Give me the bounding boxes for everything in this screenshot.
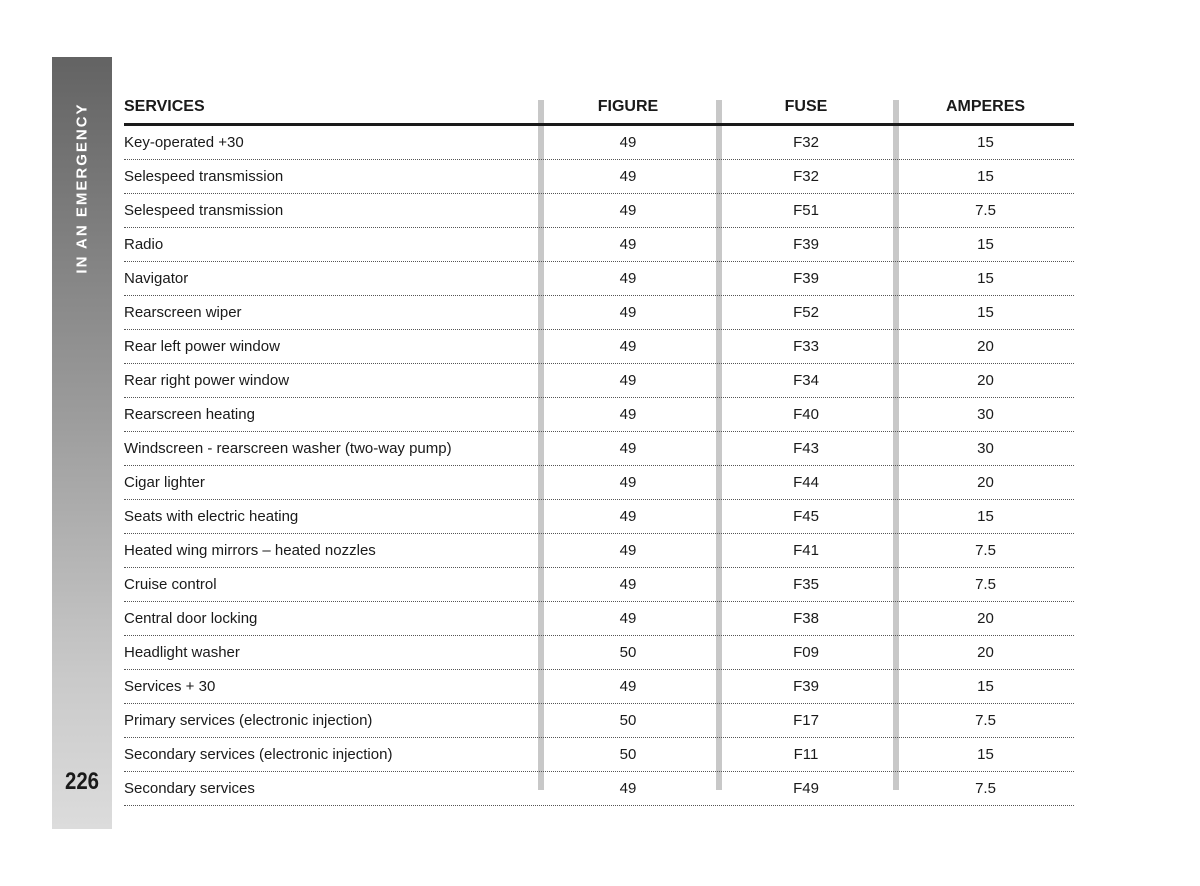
cell-figure: 49 [619,338,637,355]
cell-service: Selespeed transmission [124,202,284,219]
table-row [124,432,1074,466]
cell-service: Rear left power window [124,338,280,355]
cell-fuse: F32 [793,134,819,151]
table-row [124,330,1074,364]
cell-figure: 49 [619,236,637,253]
cell-amperes: 30 [977,406,994,423]
cell-figure: 49 [619,406,637,423]
cell-service: Windscreen - rearscreen washer (two-way pump) [124,440,452,457]
cell-amperes: 15 [977,508,994,525]
cell-service: Cigar lighter [124,474,205,491]
cell-fuse: F39 [793,236,819,253]
cell-amperes: 20 [977,474,994,491]
table-row [124,738,1074,772]
cell-fuse: F32 [793,168,819,185]
table-row [124,534,1074,568]
cell-amperes: 7.5 [975,542,996,559]
cell-service: Services + 30 [124,678,216,695]
cell-service: Heated wing mirrors – heated nozzles [124,542,376,559]
cell-amperes: 15 [977,746,994,763]
cell-fuse: F51 [793,202,819,219]
cell-service: Secondary services (electronic injection) [124,746,393,763]
cell-fuse: F49 [793,780,819,797]
cell-figure: 49 [619,168,637,185]
cell-figure: 49 [619,134,637,151]
cell-amperes: 7.5 [975,202,996,219]
cell-fuse: F38 [793,610,819,627]
cell-fuse: F17 [793,712,819,729]
header-fuse: FUSE [784,97,828,115]
cell-figure: 50 [619,712,637,729]
cell-fuse: F33 [793,338,819,355]
cell-figure: 49 [619,610,637,627]
table-row [124,568,1074,602]
cell-service: Headlight washer [124,644,240,661]
cell-fuse: F11 [793,746,819,763]
cell-figure: 49 [619,508,637,525]
cell-figure: 50 [619,644,637,661]
cell-amperes: 15 [977,678,994,695]
cell-fuse: F44 [793,474,819,491]
cell-amperes: 15 [977,270,994,287]
table-row [124,602,1074,636]
cell-fuse: F39 [793,270,819,287]
cell-amperes: 15 [977,134,994,151]
cell-service: Rear right power window [124,372,290,389]
cell-amperes: 7.5 [975,712,996,729]
cell-amperes: 20 [977,610,994,627]
cell-service: Key-operated +30 [124,134,244,151]
table-row [124,296,1074,330]
cell-fuse: F09 [793,644,819,661]
table-row [124,364,1074,398]
cell-service: Rearscreen heating [124,406,255,423]
fuse-table [124,90,1074,806]
cell-fuse: F34 [793,372,819,389]
table-row [124,126,1074,160]
cell-figure: 49 [619,542,637,559]
cell-figure: 49 [619,474,637,491]
cell-figure: 49 [619,780,637,797]
header-amperes: AMPERES [945,97,1026,115]
cell-fuse: F52 [793,304,819,321]
cell-service: Seats with electric heating [124,508,299,525]
cell-amperes: 15 [977,304,994,321]
cell-service: Rearscreen wiper [124,304,242,321]
cell-amperes: 7.5 [975,576,996,593]
page-number: 226 [64,768,100,795]
table-row [124,194,1074,228]
header-figure: FIGURE [597,97,659,115]
table-row [124,160,1074,194]
cell-service: Secondary services [124,780,255,797]
table-row [124,636,1074,670]
cell-fuse: F41 [793,542,819,559]
cell-figure: 49 [619,270,637,287]
cell-service: Radio [124,236,164,253]
cell-figure: 49 [619,304,637,321]
header-services: SERVICES [124,97,205,115]
table-row [124,228,1074,262]
cell-figure: 49 [619,678,637,695]
table-row [124,398,1074,432]
table-row [124,772,1074,806]
cell-service: Primary services (electronic injection) [124,712,373,729]
cell-service: Cruise control [124,576,217,593]
cell-service: Central door locking [124,610,258,627]
cell-figure: 49 [619,576,637,593]
table-row [124,466,1074,500]
table-header-row [124,90,1074,126]
cell-amperes: 20 [977,338,994,355]
cell-fuse: F40 [793,406,819,423]
cell-figure: 49 [619,202,637,219]
cell-figure: 49 [619,440,637,457]
table-row [124,670,1074,704]
table-row [124,704,1074,738]
cell-amperes: 15 [977,168,994,185]
cell-amperes: 20 [977,644,994,661]
cell-fuse: F35 [793,576,819,593]
section-title: IN AN EMERGENCY [73,102,91,274]
cell-amperes: 30 [977,440,994,457]
cell-service: Navigator [124,270,189,287]
cell-amperes: 20 [977,372,994,389]
cell-fuse: F45 [793,508,819,525]
table-row [124,500,1074,534]
cell-fuse: F43 [793,440,819,457]
cell-fuse: F39 [793,678,819,695]
cell-figure: 50 [619,746,637,763]
cell-amperes: 15 [977,236,994,253]
cell-amperes: 7.5 [975,780,996,797]
cell-service: Selespeed transmission [124,168,284,185]
table-row [124,262,1074,296]
cell-figure: 49 [619,372,637,389]
